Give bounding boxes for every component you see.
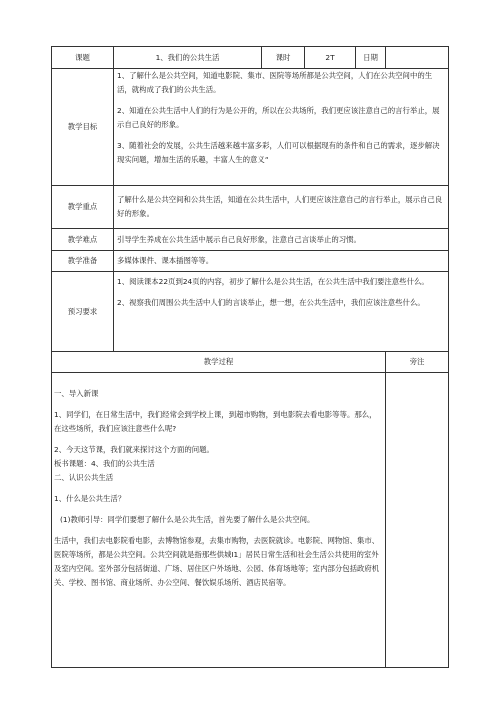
- process-line: 1、同学们，在日常生活中，我们经常会到学校上课，到超市购物，到电影院去看电影等等。那么，在这些场所，我们应该注意些什么呢?: [54, 410, 377, 433]
- preview-label: 预习要求: [52, 272, 114, 352]
- goal-item: 3、随着社会的发展，公共生活越来越丰富多彩，人们可以根据现有的条件和自己的需求，逐步解决现实问题，增加生活的乐趣，丰富人生的意义“: [117, 141, 440, 164]
- goal-item: 2、知道在公共生活中人们的行为是公开的，所以在公共场所，我们更应该注意自己的言行举止，展示自己良好的形象。: [117, 106, 440, 129]
- date-value: [386, 47, 449, 69]
- process-paragraph: 生活中，我们去电影院看电影，去博物馆参观，去集市购物，去医院就诊。电影院、网物馆、集市、医院等场所，都是公共空间。公共空间就是指那些供城Ⅰ1」居民日常生活和社会生活公共使用的室外及室内空间。室外部分包括街道、广场、居住区户外场地、公园、体育场地等；室内部分包括政府机关、学校、图书馆、商业场所、办公空间、餐饮娱乐场所、酒店民宿等。: [54, 536, 380, 587]
- notes-header: 旁注: [386, 352, 449, 373]
- hours-value: 2T: [305, 47, 356, 69]
- goals-label: 教学目标: [52, 69, 114, 186]
- lesson-plan-table: [51, 46, 449, 668]
- process-heading: 二、认识公共生活: [54, 473, 114, 482]
- process-line: 1、什么是公共生活？: [54, 494, 126, 503]
- process-heading: 一、导入新课: [54, 389, 99, 398]
- process-content: [52, 373, 386, 668]
- goals-content: [114, 69, 449, 186]
- process-header-row: [52, 352, 449, 373]
- hours-label: 课时: [262, 47, 305, 69]
- key-points-text: 了解什么是公共空间和公共生活，知道在公共生活中，人们更应该注意自己的言行举止，展示自己良好的形象。: [114, 186, 449, 229]
- process-header: 教学过程: [52, 352, 386, 373]
- preview-item: 1、阅读课本22页到24页的内容，初步了解什么是公共生活，在公共生活中我们要注意些什么。: [117, 277, 429, 286]
- goal-item: 1、了解什么是公共空间，知道电影院、集市、医院等场所都是公共空间，人们在公共空间中的生活，就构成了我们的公共生活。: [117, 71, 433, 94]
- lesson-plan-sheet: [51, 46, 448, 668]
- topic-value: 1、我们的公共生活: [114, 47, 262, 69]
- process-line: 板书课题：4、我们的公共生活: [54, 459, 155, 468]
- goals-row: [52, 69, 449, 186]
- difficulty-label: 教学难点: [52, 229, 114, 251]
- header-row: [52, 47, 449, 69]
- process-body-row: [52, 373, 449, 668]
- preview-row: [52, 272, 449, 352]
- process-line: 2、今天这节课，我们就来探讨这个方面的问题。: [54, 445, 214, 454]
- difficulty-row: [52, 229, 449, 251]
- preparation-label: 教学准备: [52, 251, 114, 272]
- process-line: (1)教师引导：同学们要想了解什么是公共生活，首先要了解什么是公共空间。: [60, 515, 315, 524]
- preview-content: [114, 272, 449, 352]
- date-label: 日期: [356, 47, 386, 69]
- key-points-label: 教学重点: [52, 186, 114, 229]
- key-points-row: [52, 186, 449, 229]
- preparation-row: [52, 251, 449, 272]
- difficulty-text: 引导学生养成在公共生活中展示自己良好形象，注意自己言谈举止的习惯。: [114, 229, 449, 251]
- preparation-text: 多媒体课件、课本插图等等。: [114, 251, 449, 272]
- preview-item: 2、视察我们周围公共生活中人们的言谈举止，想一想，在公共生活中，我们应该注意些什么。: [117, 298, 425, 307]
- topic-label: 课题: [52, 47, 114, 69]
- notes-column: [386, 373, 449, 668]
